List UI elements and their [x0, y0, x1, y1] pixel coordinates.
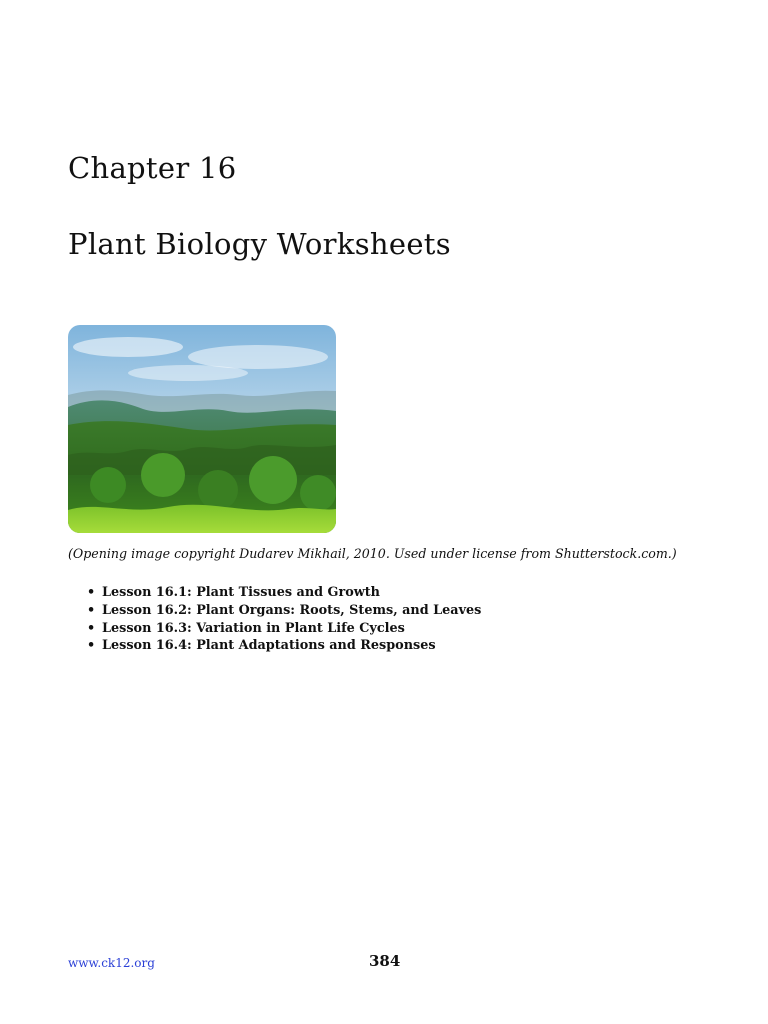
lesson-label: Lesson 16.1: Plant Tissues and Growth — [102, 585, 380, 600]
bullet-icon: • — [87, 620, 96, 636]
list-item — [84, 584, 481, 602]
list-item — [84, 637, 481, 655]
bullet-icon: • — [87, 585, 96, 600]
bullet-icon: • — [87, 602, 96, 618]
bullet-icon: • — [87, 638, 96, 654]
list-item — [84, 620, 481, 638]
footer-website-link[interactable]: www.ck12.org — [68, 956, 155, 970]
chapter-label: Chapter 16 — [68, 151, 237, 185]
lesson-label: Lesson 16.4: Plant Adaptations and Responses — [102, 638, 436, 654]
lesson-list — [84, 584, 481, 655]
lesson-label: Lesson 16.3: Variation in Plant Life Cycles — [102, 620, 405, 636]
opening-image — [68, 325, 336, 533]
image-caption: (Opening image copyright Dudarev Mikhail, 2010. Used under license from Shutterstock.com.) — [68, 546, 677, 561]
page-number: 384 — [369, 952, 401, 970]
chapter-title: Plant Biology Worksheets — [68, 227, 451, 261]
list-item — [84, 602, 481, 620]
lesson-label: Lesson 16.2: Plant Organs: Roots, Stems, and Leaves — [102, 602, 482, 618]
